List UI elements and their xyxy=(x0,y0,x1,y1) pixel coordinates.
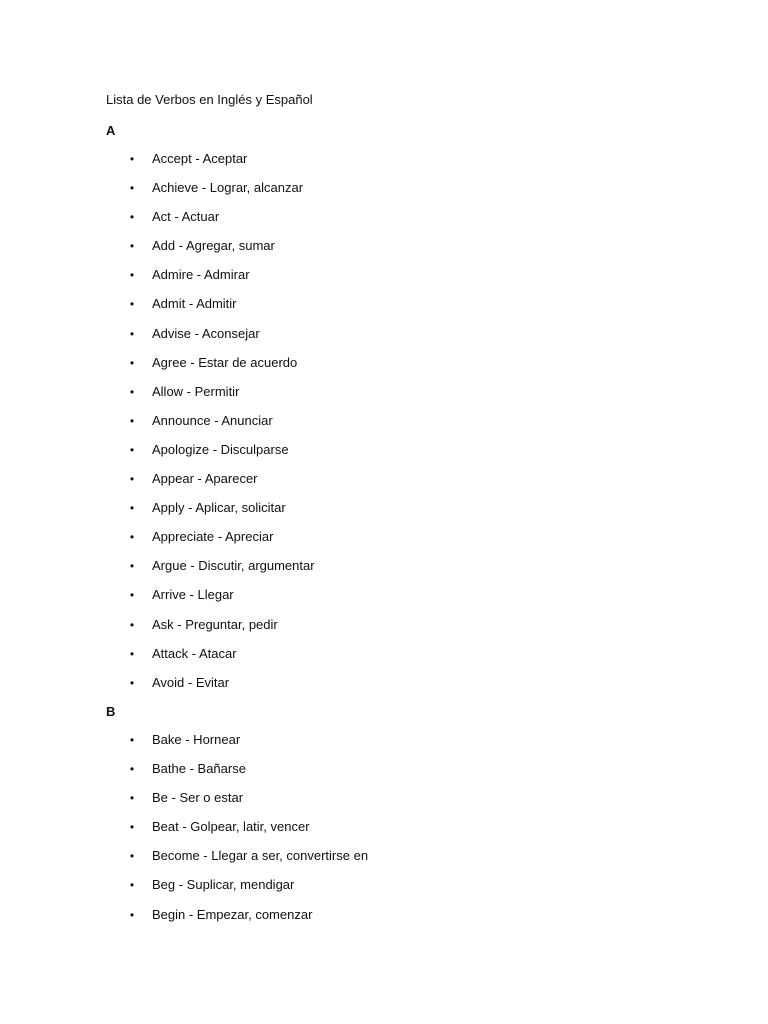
verb-translation: Appreciate - Apreciar xyxy=(152,529,274,545)
verb-translation: Ask - Preguntar, pedir xyxy=(152,616,278,632)
verb-translation: Begin - Empezar, comenzar xyxy=(152,906,313,922)
verb-translation: Argue - Discutir, argumentar xyxy=(152,558,315,574)
verb-translation: Bake - Hornear xyxy=(152,732,241,747)
verb-translation: Accept - Aceptar xyxy=(152,151,248,166)
verb-translation: Announce - Anunciar xyxy=(152,412,273,428)
bullet-icon: • xyxy=(129,588,135,603)
bullet-icon: • xyxy=(129,413,135,428)
verb-translation: Add - Agregar, sumar xyxy=(152,238,275,254)
bullet-icon: • xyxy=(129,559,135,574)
bullet-icon: • xyxy=(129,791,135,806)
verb-translation: Achieve - Lograr, alcanzar xyxy=(152,180,304,196)
bullet-icon: • xyxy=(129,181,135,196)
verb-translation: Be - Ser o estar xyxy=(152,790,244,806)
verb-translation: Beg - Suplicar, mendigar xyxy=(152,877,295,893)
bullet-icon: • xyxy=(129,675,135,690)
bullet-icon: • xyxy=(129,152,135,166)
bullet-icon: • xyxy=(129,239,135,254)
bullet-icon: • xyxy=(129,384,135,399)
verb-translation: Avoid - Evitar xyxy=(152,674,230,690)
bullet-icon: • xyxy=(129,210,135,225)
verb-translation: Allow - Permitir xyxy=(152,383,240,399)
bullet-icon: • xyxy=(129,355,135,370)
verb-translation: Bathe - Bañarse xyxy=(152,761,246,777)
verb-translation: Beat - Golpear, latir, vencer xyxy=(152,819,310,835)
bullet-icon: • xyxy=(129,646,135,661)
bullet-icon: • xyxy=(129,501,135,516)
verb-translation: Agree - Estar de acuerdo xyxy=(152,354,298,370)
bullet-icon: • xyxy=(129,733,135,747)
verb-translation: Attack - Atacar xyxy=(152,645,237,661)
section-heading-a: A xyxy=(106,123,116,138)
bullet-icon: • xyxy=(129,268,135,283)
bullet-icon: • xyxy=(129,849,135,864)
bullet-icon: • xyxy=(129,530,135,545)
verb-translation: Advise - Aconsejar xyxy=(152,325,260,341)
bullet-icon: • xyxy=(129,442,135,457)
verb-translation: Arrive - Llegar xyxy=(152,587,234,603)
verb-translation: Admit - Admitir xyxy=(152,296,237,312)
document-title: Lista de Verbos en Inglés y Español xyxy=(106,92,313,107)
verb-translation: Appear - Aparecer xyxy=(152,471,258,487)
verb-translation: Apply - Aplicar, solicitar xyxy=(152,500,286,516)
section-heading-b: B xyxy=(106,704,116,719)
bullet-icon: • xyxy=(129,617,135,632)
bullet-icon: • xyxy=(129,878,135,893)
verb-translation: Apologize - Disculparse xyxy=(152,441,289,457)
verb-translation: Become - Llegar a ser, convertirse en xyxy=(152,848,369,864)
verb-translation: Act - Actuar xyxy=(152,209,220,225)
bullet-icon: • xyxy=(129,326,135,341)
bullet-icon: • xyxy=(129,472,135,487)
bullet-icon: • xyxy=(129,762,135,777)
verb-translation: Admire - Admirar xyxy=(152,267,250,283)
bullet-icon: • xyxy=(129,907,135,922)
bullet-icon: • xyxy=(129,820,135,835)
bullet-icon: • xyxy=(129,297,135,312)
